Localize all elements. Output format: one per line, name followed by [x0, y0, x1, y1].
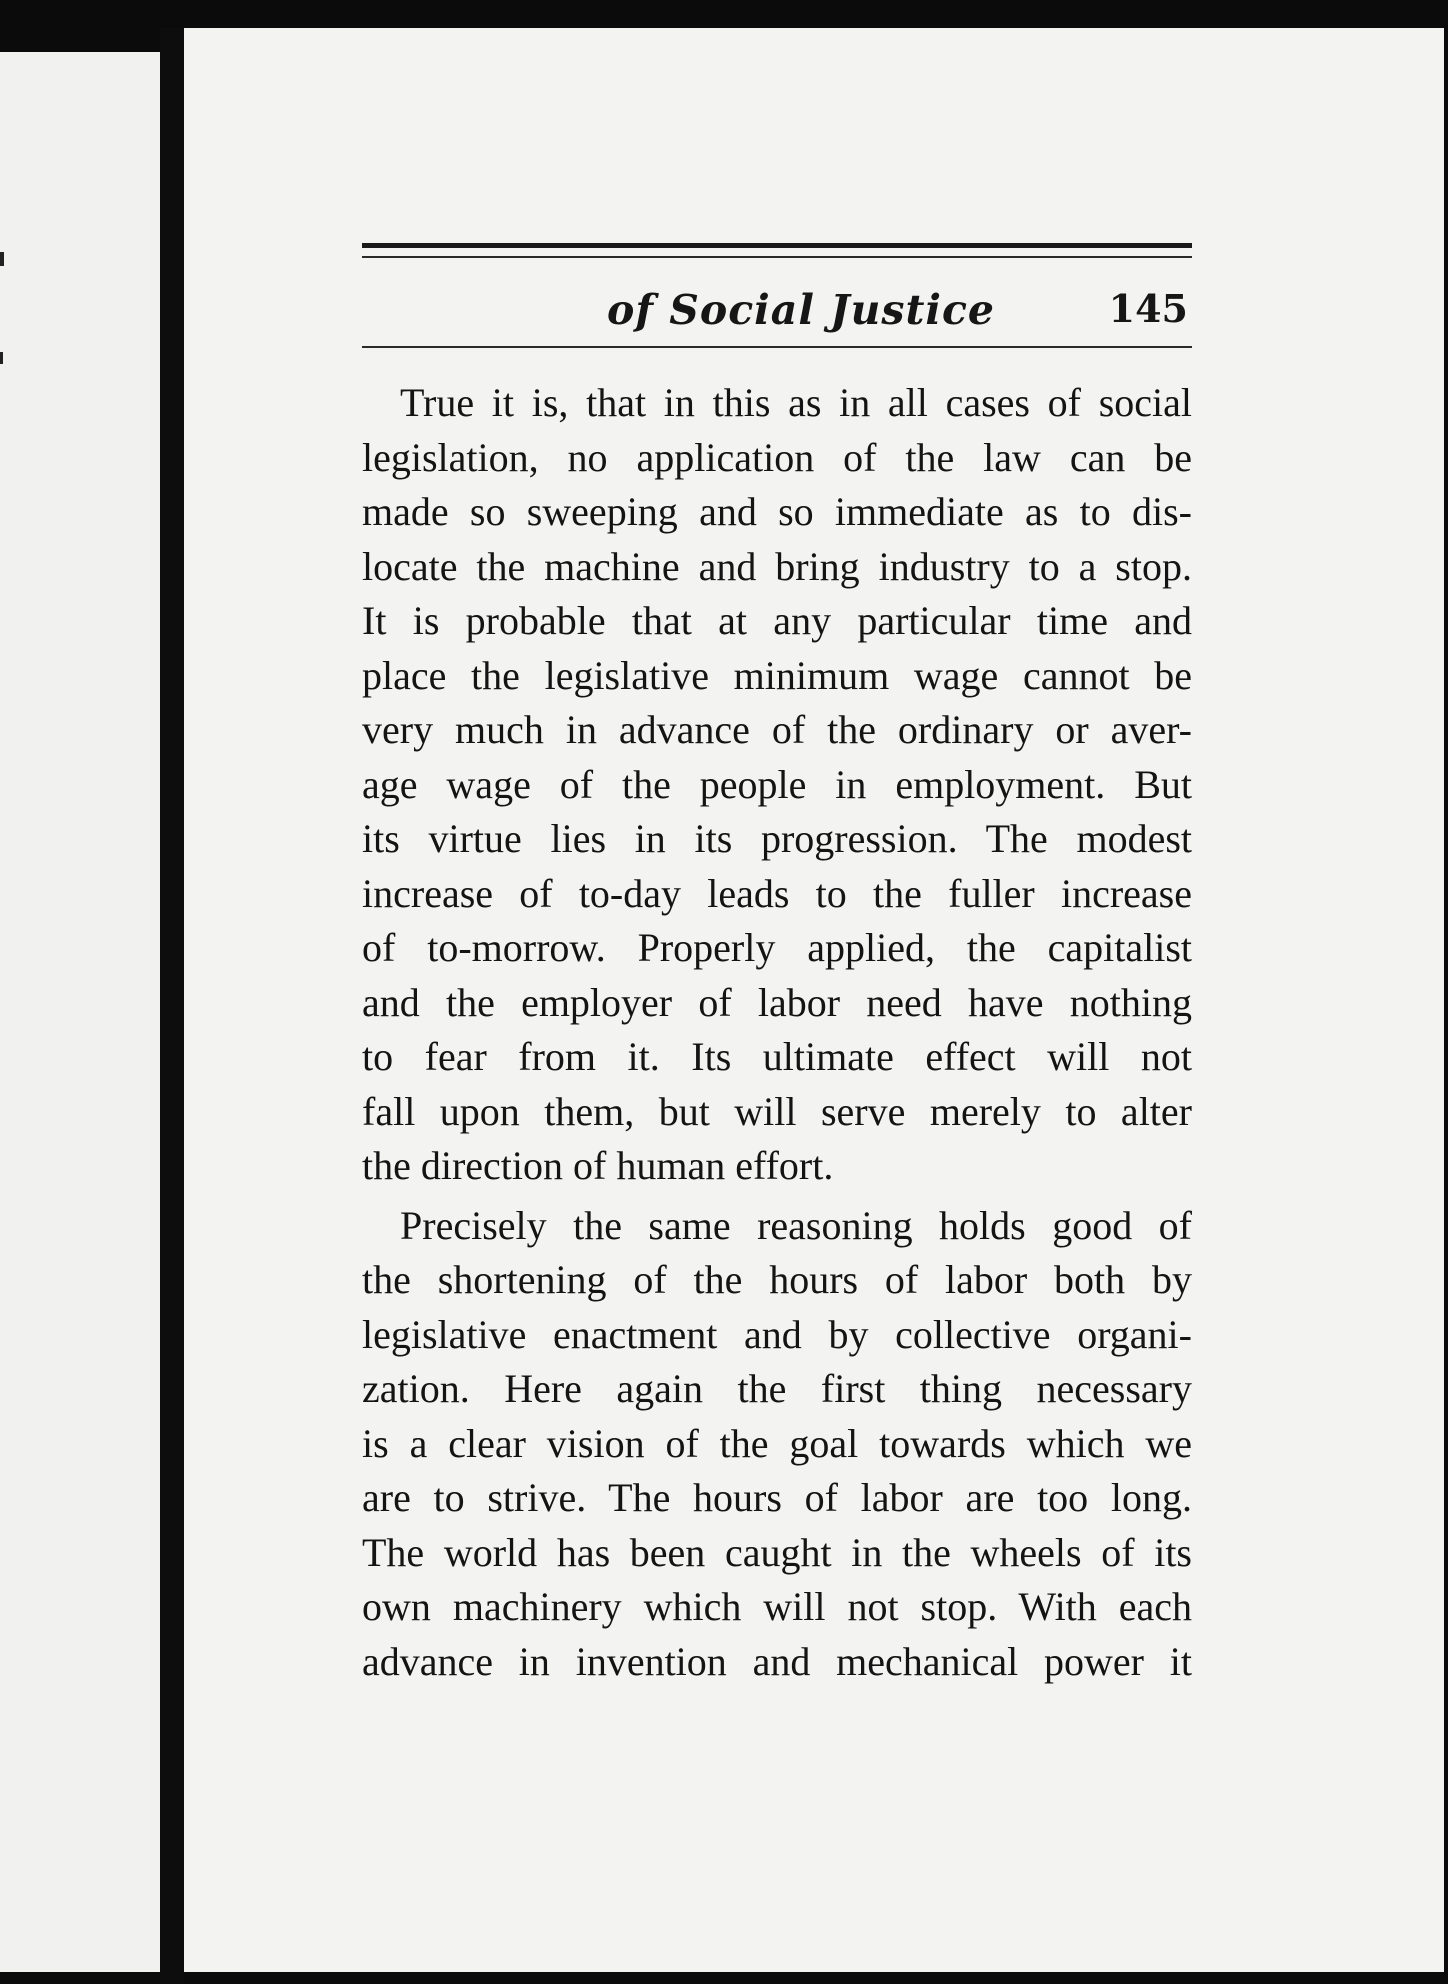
running-head	[362, 258, 1192, 346]
spine-shadow	[160, 28, 184, 1984]
header-rule-thick	[362, 243, 1192, 248]
text-line: made so sweeping and so immediate as to dis-	[362, 489, 1192, 534]
text-line: is a clear vision of the goal towards which we	[362, 1420, 1192, 1466]
text-line: locate the machine and bring industry to a stop.	[362, 543, 1192, 589]
text-block	[362, 243, 1192, 1689]
text-line: advance in invention and mechanical power it	[362, 1638, 1192, 1684]
text-line: It is probable that at any particular time and	[362, 598, 1192, 643]
page-number: 145	[1108, 286, 1188, 331]
text-line: place the legislative minimum wage cannot be	[362, 652, 1192, 698]
left-page-edge	[0, 52, 160, 1972]
text-line: and the employer of labor need have nothing	[362, 979, 1192, 1025]
text-line: legislation, no application of the law can be	[362, 434, 1192, 480]
text-line: Precisely the same reasoning holds good of	[400, 1202, 1192, 1248]
text-line: legislative enactment and by collective organi-	[362, 1311, 1192, 1357]
edge-mark	[0, 352, 3, 364]
running-title: of Social Justice	[607, 286, 996, 334]
text-line: own machinery which will not stop. With each	[362, 1584, 1192, 1629]
edge-mark	[0, 252, 4, 266]
text-line: the shortening of the hours of labor both by	[362, 1257, 1192, 1302]
body-text	[362, 376, 1192, 1689]
text-line: zation. Here again the first thing necessary	[362, 1366, 1192, 1411]
paragraph-1	[362, 376, 1192, 1194]
text-line: its virtue lies in its progression. The modest	[362, 816, 1192, 861]
text-line: The world has been caught in the wheels of its	[362, 1529, 1192, 1575]
text-line: are to strive. The hours of labor are too long.	[362, 1475, 1192, 1520]
text-line: increase of to-day leads to the fuller increase	[362, 870, 1192, 916]
text-line: age wage of the people in employment. But	[362, 761, 1192, 807]
book-page	[184, 28, 1444, 1972]
text-line: to fear from it. Its ultimate effect will not	[362, 1034, 1192, 1079]
header-rule-under	[362, 346, 1192, 348]
text-line: of to-morrow. Properly applied, the capitalist	[362, 925, 1192, 970]
paragraph-2	[362, 1199, 1192, 1690]
text-line: the direction of human effort.	[362, 1143, 834, 1188]
text-line: very much in advance of the ordinary or aver-	[362, 707, 1192, 752]
text-line: fall upon them, but will serve merely to alter	[362, 1088, 1192, 1134]
text-line: True it is, that in this as in all cases of social	[400, 380, 1192, 425]
